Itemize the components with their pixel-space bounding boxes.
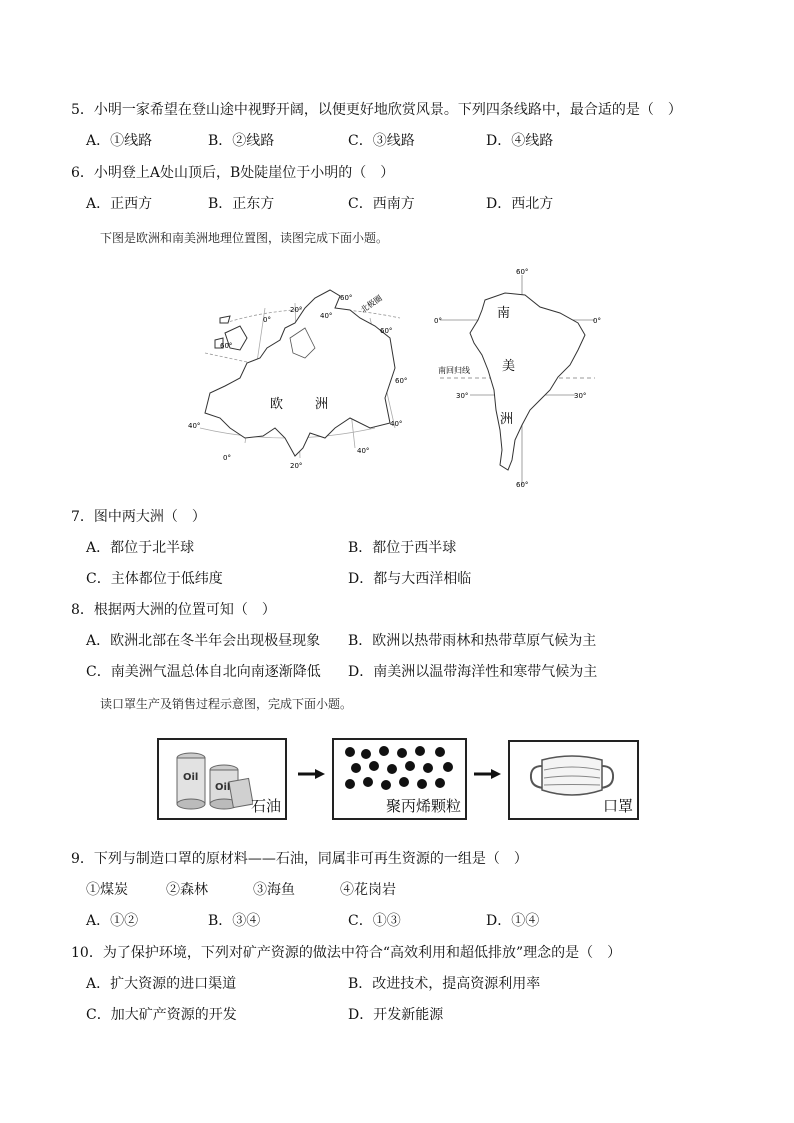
- q8-option-a[interactable]: A．欧洲北部在冬半年会出现极昼现象: [86, 633, 321, 649]
- europe-tick: 40°: [320, 312, 333, 320]
- question-10-stem: 10．为了保护环境，下列对矿产资源的做法中符合“高效利用和超低排放”理念的是（ ）: [71, 945, 622, 961]
- intro-process-text: 读口罩生产及销售过程示意图，完成下面小题。: [100, 697, 353, 711]
- europe-tick: 60°: [395, 377, 408, 385]
- q6-option-b[interactable]: B．正东方: [208, 196, 275, 212]
- question-5-stem: 5．小明一家希望在登山途中视野开阔，以便更好地欣赏风景。下列四条线路中，最合适的是（ ）: [71, 102, 682, 118]
- arrow-right-icon: [474, 768, 502, 780]
- q10-option-d[interactable]: D．开发新能源: [348, 1007, 444, 1023]
- sa-tick: 60°: [516, 268, 529, 276]
- question-8-stem: 8．根据两大洲的位置可知（ ）: [71, 602, 276, 618]
- arrow-right-icon: [298, 768, 326, 780]
- polypropylene-label: 聚丙烯颗粒: [385, 798, 461, 815]
- europe-tick: 20°: [290, 462, 303, 470]
- question-7-stem: 7．图中两大洲（ ）: [71, 509, 206, 525]
- sa-tick: 30°: [574, 392, 587, 400]
- q9-item-4: ④花岗岩: [340, 882, 396, 898]
- q8-option-d[interactable]: D．南美洲以温带海洋性和寒带气候为主: [348, 664, 598, 680]
- sa-label-1: 南: [497, 306, 511, 321]
- sa-label-3: 洲: [500, 412, 514, 427]
- q9-item-2: ②森林: [166, 882, 208, 898]
- europe-tick: 40°: [188, 422, 201, 430]
- sa-tick: 60°: [516, 481, 529, 489]
- tropic-label: 南回归线: [438, 366, 470, 375]
- q7-option-c[interactable]: C．主体都位于低纬度: [86, 571, 223, 587]
- europe-label-1: 欧: [270, 397, 284, 412]
- europe-tick: 40°: [390, 420, 403, 428]
- q9-option-a[interactable]: A．①②: [86, 913, 139, 929]
- q6-option-c[interactable]: C．西南方: [348, 196, 415, 212]
- q6-option-a[interactable]: A．正西方: [86, 196, 153, 212]
- europe-tick: 20°: [290, 306, 303, 314]
- question-9-stem: 9．下列与制造口罩的原材料——石油，同属非可再生资源的一组是（ ）: [71, 851, 528, 867]
- q10-option-b[interactable]: B．改进技术，提高资源利用率: [348, 976, 541, 992]
- arctic-circle-label: 北极圈: [358, 293, 384, 315]
- europe-tick: 60°: [340, 294, 353, 302]
- q7-option-d[interactable]: D．都与大西洋相临: [348, 571, 472, 587]
- q9-item-3: ③海鱼: [253, 882, 295, 898]
- mask-box: [508, 740, 639, 820]
- oil-text: Oil: [215, 782, 231, 793]
- europe-map: [185, 278, 415, 473]
- europe-tick: 0°: [223, 454, 231, 462]
- mask-label: 口罩: [602, 798, 633, 815]
- q9-item-1: ①煤炭: [86, 882, 128, 898]
- pellets-icon: [340, 744, 458, 796]
- q9-option-d[interactable]: D．①④: [486, 913, 540, 929]
- q5-option-a[interactable]: A．①线路: [86, 133, 153, 149]
- q9-option-c[interactable]: C．①③: [348, 913, 401, 929]
- q5-option-c[interactable]: C．③线路: [348, 133, 415, 149]
- q10-option-a[interactable]: A．扩大资源的进口渠道: [86, 976, 237, 992]
- q5-option-b[interactable]: B．②线路: [208, 133, 275, 149]
- q7-option-b[interactable]: B．都位于西半球: [348, 540, 457, 556]
- q7-option-a[interactable]: A．都位于北半球: [86, 540, 195, 556]
- q9-option-b[interactable]: B．③④: [208, 913, 261, 929]
- oil-barrels-icon: [169, 746, 253, 812]
- sa-label-2: 美: [502, 359, 516, 374]
- q10-option-c[interactable]: C．加大矿产资源的开发: [86, 1007, 237, 1023]
- oil-text: Oil: [183, 772, 199, 783]
- q8-option-c[interactable]: C．南美洲气温总体自北向南逐渐降低: [86, 664, 321, 680]
- q6-option-d[interactable]: D．西北方: [486, 196, 554, 212]
- europe-tick: 0°: [263, 316, 271, 324]
- face-mask-icon: [526, 752, 618, 800]
- question-6-stem: 6．小明登上A处山顶后，B处陡崖位于小明的（ ）: [71, 165, 395, 181]
- europe-tick: 40°: [357, 447, 370, 455]
- south-america-map: [430, 265, 610, 490]
- europe-tick: 60°: [220, 342, 233, 350]
- sa-tick: 0°: [593, 317, 601, 325]
- q8-option-b[interactable]: B．欧洲以热带雨林和热带草原气候为主: [348, 633, 597, 649]
- europe-label-2: 洲: [315, 397, 329, 412]
- intro-map-text: 下图是欧洲和南美洲地理位置图，读图完成下面小题。: [100, 231, 389, 245]
- oil-box: [157, 738, 287, 820]
- q5-option-d[interactable]: D．④线路: [486, 133, 554, 149]
- sa-tick: 30°: [456, 392, 469, 400]
- sa-tick: 0°: [434, 317, 442, 325]
- polypropylene-box: [332, 738, 467, 820]
- europe-tick: 60°: [380, 327, 393, 335]
- oil-label: 石油: [250, 798, 281, 815]
